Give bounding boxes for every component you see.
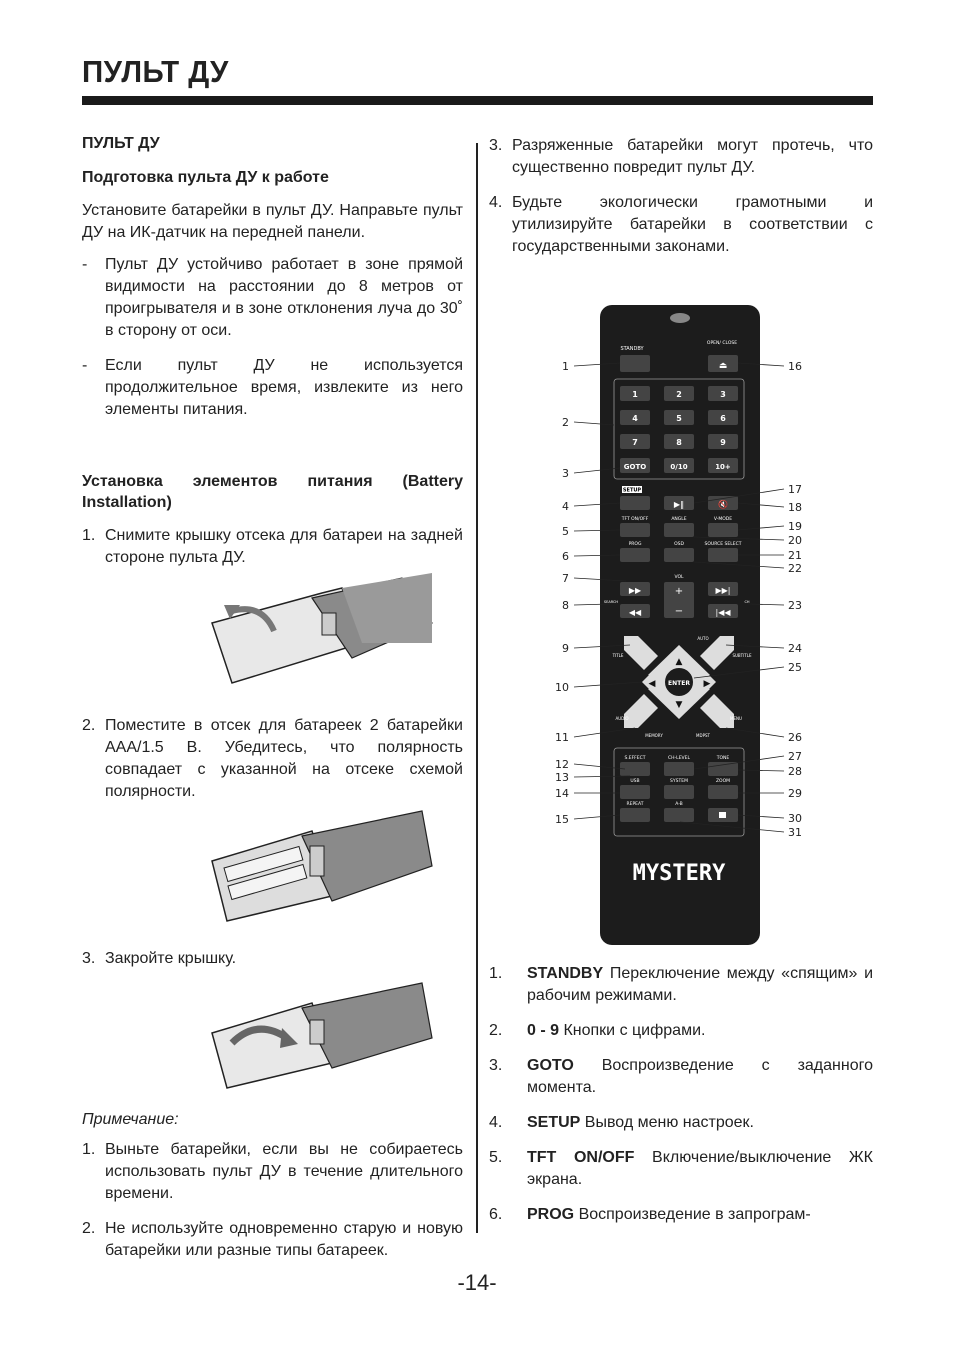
arrow-down-icon: ▼ [675,700,683,710]
osd-button[interactable] [664,548,694,562]
fast-forward-icon: ▶▶ [628,586,642,595]
callout-label: 23 [788,599,802,612]
callout-label: 1 [562,360,569,373]
callout-label: 7 [562,572,569,585]
stop-icon [719,812,726,818]
right-column [489,135,873,271]
angle-button[interactable] [664,523,694,537]
callout-label: 26 [788,731,802,744]
usb-button[interactable] [620,785,650,799]
callout-label: 14 [555,787,569,800]
list-item: 4. Будьте экологически грамотными и утилизируйте батарейки в соответствии с государственными законами. [489,194,873,255]
callout-label: 29 [788,787,802,800]
brand-logo: MYSTERY [632,861,726,886]
svg-text:ENTER: ENTER [668,680,690,687]
svg-text:SOURCE SELECT: SOURCE SELECT [704,542,742,547]
tft-button[interactable] [620,523,650,537]
callout-label: 22 [788,562,802,575]
digit-label: 5 [676,414,682,423]
battery-heading: Установка элементов питания (Battery Installation) [82,473,463,511]
digit-label: 1 [632,390,638,399]
digit-label: 7 [632,438,638,447]
callout-label: 10 [555,681,569,694]
eject-icon: ⏏ [718,361,728,371]
svg-text:SEARCH: SEARCH [603,600,619,604]
digit-label: 3 [720,390,726,399]
battery-cover-close-illustration [202,983,432,1093]
arrow-up-icon: ▲ [675,657,683,667]
mute-icon: 🔇 [718,500,728,509]
svg-text:SETUP: SETUP [622,487,642,494]
note-label: Примечание: [82,1111,179,1128]
callout-label: 5 [562,525,569,538]
legend-item: 4. SETUP Вывод меню настроек. [489,1114,754,1131]
next-icon: ▶▶| [715,586,731,595]
prev-icon: |◀◀ [715,608,731,617]
svg-text:TFT ON/OFF: TFT ON/OFF [621,517,649,522]
callout-label: 16 [788,360,802,373]
callout-label: 28 [788,765,802,778]
column-divider [476,143,478,1233]
list-item: 1. Выньте батарейки, если вы не собираетесь использовать пульт ДУ в течение длительного времени. [82,1141,463,1202]
vmode-button[interactable] [708,523,738,537]
svg-text:TITLE: TITLE [612,653,624,658]
callout-label: 27 [788,750,802,763]
svg-text:MEMORY: MEMORY [645,733,663,738]
list-item: 1. Снимите крышку отсека для батареи на задней стороне пульта ДУ. [82,527,463,566]
remote-control-diagram [555,300,820,950]
callout-label: 17 [788,483,802,496]
callout-label: 12 [555,758,569,771]
svg-text:SYSTEM: SYSTEM [670,779,688,784]
svg-text:PROG: PROG [628,542,642,547]
ch-level-button[interactable] [664,762,694,776]
standby-label: STANDBY [620,346,644,352]
svg-text:S.EFFECT: S.EFFECT [624,756,646,761]
arrow-right-icon: ▶ [703,679,711,689]
source-select-button[interactable] [708,548,738,562]
digit-label: 6 [720,414,726,423]
svg-text:CH: CH [744,600,750,604]
list-item: 2. Поместите в отсек для батареек 2 батарейки AAA/1.5 В. Убедитесь, что полярность совпадает с указанной на отсеке схемой полярности. [82,717,463,800]
svg-text:ANGLE: ANGLE [671,517,687,522]
tone-button[interactable] [708,762,738,776]
ab-button[interactable] [664,808,694,822]
system-button[interactable] [664,785,694,799]
digit-label: 4 [632,414,638,423]
callout-label: 13 [555,771,569,784]
prep-text: Установите батарейки в пульт ДУ. Направьте пульт ДУ на ИК-датчик на передней панели. [82,202,463,241]
zoom-button[interactable] [708,785,738,799]
digit-label: 10+ [715,463,731,471]
svg-text:MENU: MENU [730,716,742,721]
repeat-button[interactable] [620,808,650,822]
callout-label: 19 [788,520,802,533]
legend-item: 1. STANDBY Переключение между «спящим» и рабочим режимами. [489,965,873,1004]
digit-label: GOTO [623,463,647,471]
legend-item: 6. PROG Воспроизведение в запрограм- [489,1206,811,1223]
callout-label: 30 [788,812,802,825]
svg-text:MDPST: MDPST [696,733,710,738]
setup-button[interactable] [620,496,650,510]
callout-label: 20 [788,534,802,547]
title-rule [82,96,873,105]
prog-button[interactable] [620,548,650,562]
callout-label: 31 [788,826,802,839]
digit-label: 8 [676,438,682,447]
legend-item: 3. GOTO Воспроизведение с заданного момента. [489,1057,873,1096]
legend-item: 2. 0 - 9 Кнопки с цифрами. [489,1022,706,1039]
digit-label: 0/10 [670,463,688,471]
svg-text:VOL: VOL [674,575,684,580]
svg-text:CH-LEVEL: CH-LEVEL [668,756,690,761]
svg-text:ZOOM: ZOOM [715,779,731,784]
callout-label: 6 [562,550,569,563]
left-column [82,135,463,1275]
list-item: - Если пульт ДУ не используется продолжительное время, извлеките из него элементы питания. [82,357,463,418]
callout-label: 21 [788,549,802,562]
svg-text:AUDIO: AUDIO [615,716,629,721]
digit-label: 2 [676,390,682,399]
prep-heading: Подготовка пульта ДУ к работе [82,169,329,186]
callout-label: 18 [788,501,802,514]
legend-item: 5. TFT ON/OFF Включение/выключение ЖК экрана. [489,1149,873,1188]
battery-insert-illustration [202,816,432,926]
arrow-left-icon: ◀ [648,679,656,689]
callout-label: 2 [562,416,569,429]
svg-text:AUTO: AUTO [697,636,709,641]
svg-text:A-B: A-B [675,802,683,807]
svg-text:V-MODE: V-MODE [713,517,733,522]
list-item: 3. Закройте крышку. [82,950,237,967]
svg-text:USB: USB [630,779,640,784]
plus-icon: + [674,586,684,597]
callout-label: 9 [562,642,569,655]
callout-label: 4 [562,500,569,513]
standby-button[interactable] [620,355,650,372]
svg-text:REPEAT: REPEAT [626,802,644,807]
page-number: -14- [457,1270,497,1295]
list-item: 2. Не используйте одновременно старую и новую батарейки или разные типы батареек. [82,1220,463,1259]
list-item: 3. Разряженные батарейки могут протечь, что существенно повредит пульт ДУ. [489,137,873,176]
callout-label: 3 [562,467,569,480]
callout-label: 24 [788,642,802,655]
play-pause-icon: ▶‖ [673,500,685,509]
digit-label: 9 [720,438,726,447]
remote-legend [489,963,873,1239]
minus-icon: − [674,606,684,617]
list-item: - Пульт ДУ устойчиво работает в зоне прямой видимости на расстоянии до 8 метров от проигрывателя и в зоне отклонения луча до 30˚ в сторону от оси. [82,256,463,339]
svg-text:SUBTITLE: SUBTITLE [732,653,752,658]
callout-label: 25 [788,661,802,674]
page-title: ПУЛЬТ ДУ [82,54,229,89]
callout-label: 11 [555,731,569,744]
rewind-icon: ◀◀ [628,608,642,617]
open-close-label: OPEN/ CLOSE [706,341,738,346]
section-title: ПУЛЬТ ДУ [82,135,160,152]
callout-label: 15 [555,813,569,826]
battery-cover-open-illustration [202,583,432,693]
svg-text:TONE: TONE [716,756,730,761]
svg-text:OSD: OSD [674,542,684,547]
callout-label: 8 [562,599,569,612]
